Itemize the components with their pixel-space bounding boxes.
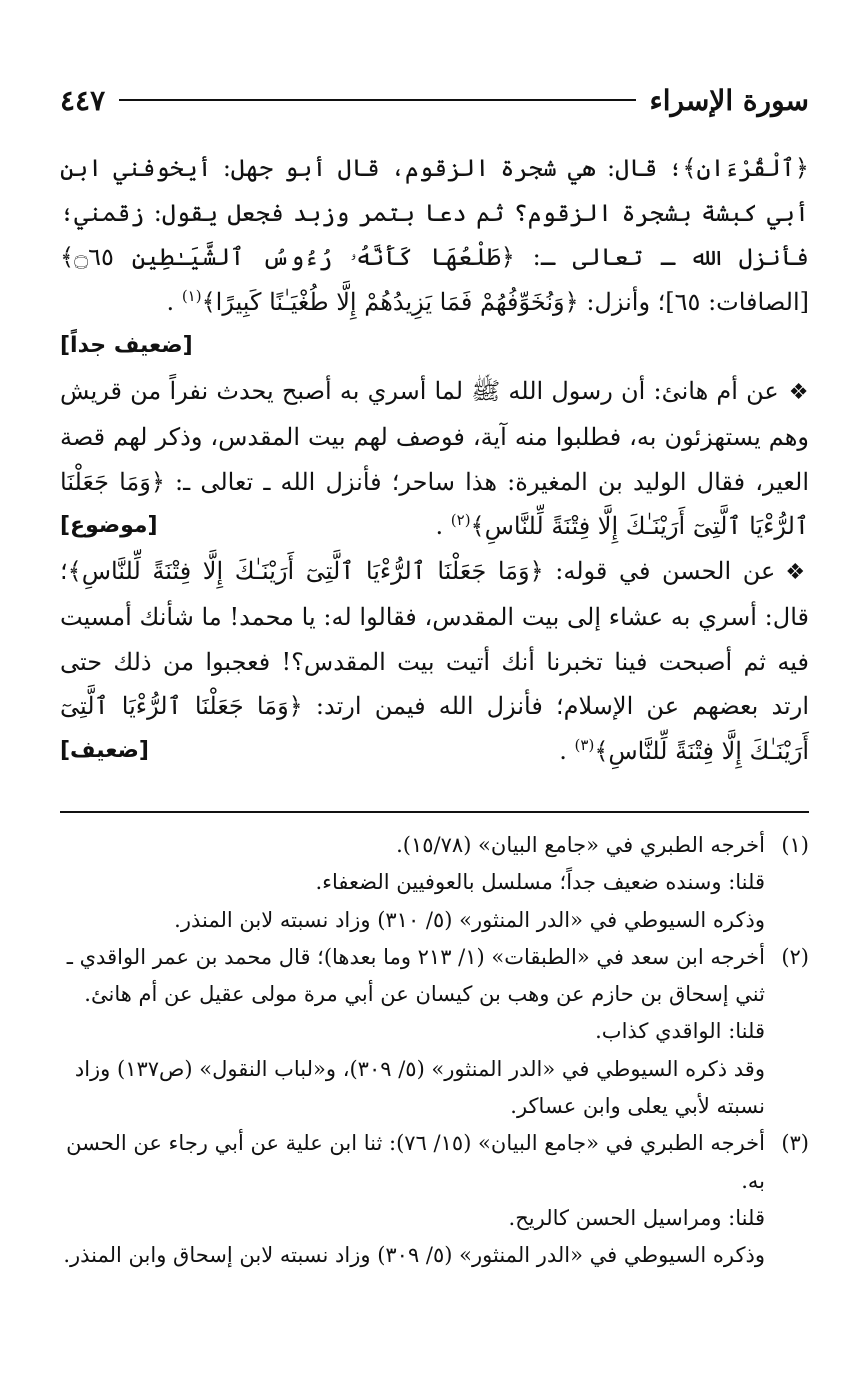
footnote-line: وذكره السيوطي في «الدر المنثور» (٥/ ٣١٠) وزاد نسبته لابن المنذر. (174, 907, 765, 932)
footnote-line: قلنا: وسنده ضعيف جداً؛ مسلسل بالعوفيين الضعفاء. (315, 870, 765, 895)
paragraph-text: عن الحسن في قوله: ﴿وَمَا جَعَلْنَا ٱلرُّءْيَا ٱلَّتِىٓ أَرَيْنَـٰكَ إِلَّا فِتْنَةً لِّلنَّاسِ﴾؛ قال: أسري به عشاء إلى بيت المقدس، فقالوا له: يا محمد! ما شأنك أمسيت فيه ثم أصبحت فينا تخبرنا أنك أتيت بيت المقدس؟! فعجبوا من ذلك حتى ارتد بعضهم عن الإسلام؛ فأنزل الله فيمن ارتد: ﴿وَمَا جَعَلْنَا ٱلرُّءْيَا ٱلَّتِىٓ أَرَيْنَـٰكَ إِلَّا فِتْنَةً لِّلنَّاسِ﴾ (60, 556, 809, 765)
paragraph (60, 369, 809, 549)
paragraph-text: عن أم هانئ: أن رسول الله ﷺ لما أسري به أصبح يحدث نفراً من قريش وهم يستهزئون به، فطلبوا منه آية، فوصف لهم بيت المقدس، وذكر لهم قصة العير، فقال الوليد بن المغيرة: هذا ساحر؛ فأنزل الله ـ تعالى ـ: ﴿وَمَا جَعَلْنَا ٱلرُّءْيَا ٱلَّتِىٓ أَرَيْنَـٰكَ إِلَّا فِتْنَةً لِّلنَّاسِ﴾ (60, 376, 809, 540)
footnote-ref: (١) (181, 286, 202, 305)
paragraph-text: ﴿ٱلْقُرْءَانِ﴾؛ قال: هي شجرة الزقوم، قال أبو جهل: أيخوفني ابن أبي كبشة بشجرة الزقوم؟ ثم دعا بتمر وزبد فجعل يقول: زقمني؛ فأنزل الله ـ تعالى ـ: ﴿طَلْعُهَا كَأَنَّهُۥ رُءُوسُ ٱلشَّيَـٰطِينِ ۝٦٥﴾ [الصافات: ٦٥]؛ وأنزل: ﴿وَنُخَوِّفُهُمْ فَمَا يَزِيدُهُمْ إِلَّا طُغْيَـٰنًا كَبِيرًا﴾ (60, 154, 809, 316)
footnote-line: أخرجه الطبري في «جامع البيان» (١٥/ ٧٦): ثنا ابن علية عن أبي رجاء عن الحسن به. (66, 1131, 765, 1193)
footnote-line: قلنا: الواقدي كذاب. (595, 1019, 765, 1044)
diamond-bullet-icon: ❖ (785, 559, 809, 585)
footnote-number: (١) (781, 833, 809, 857)
footnote-ref: (٢) (450, 511, 471, 529)
diamond-bullet-icon: ❖ (788, 379, 809, 405)
footnote-line: وذكره السيوطي في «الدر المنثور» (٥/ ٣٠٩) وزاد نسبته لابن إسحاق وابن المنذر. (63, 1243, 765, 1268)
footnote-line: أخرجه ابن سعد في «الطبقات» (١/ ٢١٣ وما بعدها)؛ قال محمد بن عمر الواقدي ـ ثني إسحاق بن حازم عن وهب بن كيسان عن أبي مرة مولى عقيل عن أم هانئ. (66, 944, 765, 1007)
hadith-grade: [ضعيف] (60, 737, 149, 763)
surah-title: سورة الإسراء (649, 83, 809, 117)
hadith-grade: [موضوع] (60, 513, 158, 538)
footnote-ref: (٣) (574, 735, 595, 754)
paragraph (60, 549, 809, 774)
footnote (60, 827, 809, 939)
footnote-line: أخرجه الطبري في «جامع البيان» (١٥/٧٨). (396, 833, 765, 857)
footnote (60, 939, 809, 1125)
paragraph-end: . (166, 287, 175, 316)
paragraph (60, 146, 809, 369)
footnote (60, 1125, 809, 1274)
page-header (60, 78, 809, 122)
book-page (60, 78, 809, 1347)
paragraph-end: . (435, 512, 444, 540)
footnote-line: وقد ذكره السيوطي في «الدر المنثور» (٥/ ٣٠٩)، و«لباب النقول» (ص١٣٧) وزاد نسبته لأبي يعلى وابن عساكر. (74, 1056, 765, 1119)
page-number: ٤٤٧ (60, 83, 106, 117)
hadith-grade: [ضعيف جداً] (60, 333, 193, 358)
main-text (60, 146, 809, 773)
header-rule (119, 99, 635, 101)
footnotes (60, 827, 809, 1275)
paragraph-end: . (559, 736, 567, 765)
footnote-number: (٣) (781, 1131, 809, 1156)
footnote-separator (60, 811, 809, 813)
footnote-line: قلنا: ومراسيل الحسن كالريح. (508, 1205, 765, 1230)
footnote-number: (٢) (781, 944, 809, 969)
